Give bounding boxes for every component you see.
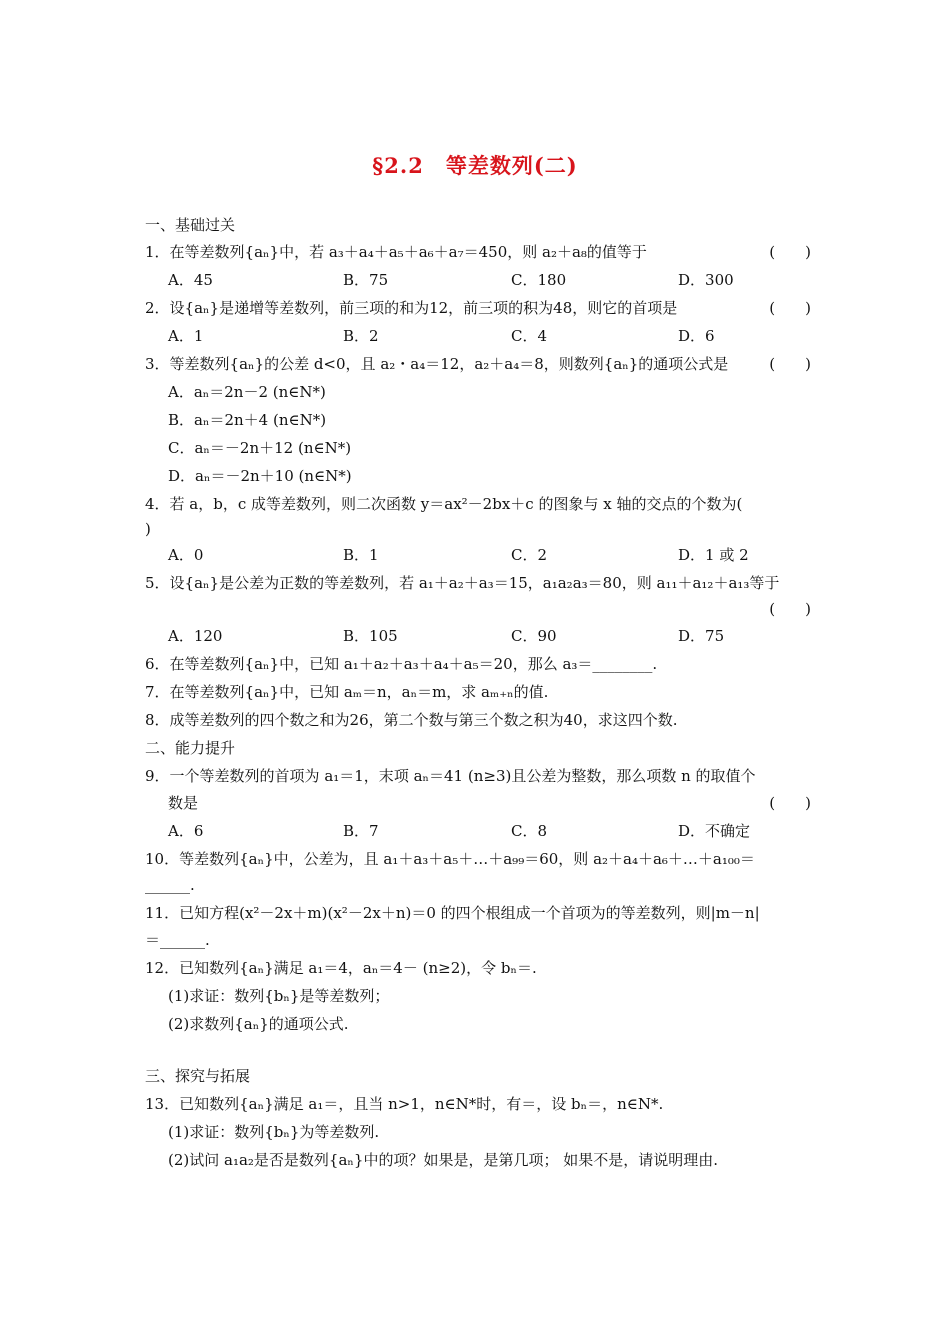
problem-9-continuation (168, 791, 811, 815)
option-b: B．2 (343, 327, 379, 345)
option-b: B．105 (343, 627, 398, 645)
page-title: §2.2 等差数列(二) (372, 153, 578, 178)
problem-12-part-1: (1)求证：数列{bₙ}是等差数列； (168, 987, 390, 1005)
problem-11-stem: 11．已知方程(x²－2x＋m)(x²－2x＋n)＝0 的四个根组成一个首项为的等差数列，则|m－n| (145, 904, 760, 922)
problem-4-continuation: ) (145, 520, 151, 538)
option-c: C．8 (511, 822, 548, 840)
problem-2-stem (145, 296, 811, 320)
problem-5-options (168, 624, 811, 648)
section-heading-ability: 二、能力提升 (145, 739, 236, 757)
section-heading-basic: 一、基础过关 (145, 216, 236, 234)
option-b: B．75 (343, 271, 389, 289)
problem-1-text: 1．在等差数列{aₙ}中，若 a₃＋a₄＋a₅＋a₆＋a₇＝450，则 a₂＋a₈的值等于 (145, 243, 647, 261)
problem-11-continuation: ＝______. (145, 931, 210, 949)
problem-1-options (168, 268, 811, 292)
problem-10-continuation: ______. (145, 876, 195, 894)
option-c: C．4 (511, 327, 548, 345)
option-c: C．90 (511, 627, 557, 645)
problem-4-stem: 4．若 a，b，c 成等差数列，则二次函数 y＝ax²－2bx＋c 的图象与 x 轴的交点的个数为( (145, 495, 743, 513)
answer-paren: ( ) (769, 600, 811, 618)
answer-paren: ( ) (769, 243, 811, 261)
problem-1-stem (145, 240, 811, 264)
problem-6-stem: 6．在等差数列{aₙ}中，已知 a₁＋a₂＋a₃＋a₄＋a₅＝20，那么 a₃＝________. (145, 655, 658, 673)
option-d: D．300 (678, 271, 734, 289)
problem-5-paren-line (145, 597, 811, 621)
option-a: A．6 (168, 822, 204, 840)
problem-13-part-2: (2)试问 a₁a₂是否是数列{aₙ}中的项？如果是，是第几项； 如果不是，请说明理由. (168, 1151, 718, 1169)
problem-10-stem: 10．等差数列{aₙ}中，公差为，且 a₁＋a₃＋a₅＋…＋a₉₉＝60，则 a₂＋a₄＋a₆＋…＋a₁₀₀＝ (145, 850, 755, 868)
answer-paren: ( ) (769, 355, 811, 373)
problem-2-text: 2．设{aₙ}是递增等差数列，前三项的和为12，前三项的积为48，则它的首项是 (145, 299, 678, 317)
problem-12-part-2: (2)求数列{aₙ}的通项公式. (168, 1015, 349, 1033)
problem-8-stem: 8．成等差数列的四个数之和为26，第二个数与第三个数之积为40，求这四个数. (145, 711, 678, 729)
problem-7-stem: 7．在等差数列{aₙ}中，已知 aₘ＝n，aₙ＝m，求 aₘ₊ₙ的值. (145, 683, 549, 701)
option-a: A．0 (168, 546, 204, 564)
problem-3-option-c: C．aₙ＝－2n＋12 (n∈N*) (168, 439, 352, 457)
answer-paren: ( ) (769, 299, 811, 317)
section-heading-explore: 三、探究与拓展 (145, 1067, 251, 1085)
problem-3-option-b: B．aₙ＝2n＋4 (n∈N*) (168, 411, 327, 429)
option-b: B．7 (343, 822, 379, 840)
problem-13-part-1: (1)求证：数列{bₙ}为等差数列. (168, 1123, 380, 1141)
problem-9-stem: 9．一个等差数列的首项为 a₁＝1，末项 aₙ＝41 (n≥3)且公差为整数，那么项数 n 的取值个 (145, 767, 756, 785)
option-c: C．180 (511, 271, 567, 289)
option-a: A．120 (168, 627, 223, 645)
answer-paren: ( ) (769, 794, 811, 812)
problem-3-stem (145, 352, 811, 376)
problem-12-stem: 12．已知数列{aₙ}满足 a₁＝4，aₙ＝4－ (n≥2)，令 bₙ＝. (145, 959, 537, 977)
option-d: D．1 或 2 (678, 546, 749, 564)
problem-9-options (168, 819, 811, 843)
problem-9-cont-text: 数是 (168, 794, 199, 812)
problem-5-stem: 5．设{aₙ}是公差为正数的等差数列，若 a₁＋a₂＋a₃＝15，a₁a₂a₃＝80，则 a₁₁＋a₁₂＋a₁₃等于 (145, 574, 780, 592)
problem-3-option-d: D．aₙ＝－2n＋10 (n∈N*) (168, 467, 352, 485)
option-b: B．1 (343, 546, 379, 564)
problem-3-text: 3．等差数列{aₙ}的公差 d<0，且 a₂・a₄＝12，a₂＋a₄＝8，则数列{aₙ}的通项公式是 (145, 355, 729, 373)
option-d: D．6 (678, 327, 715, 345)
option-d: D．不确定 (678, 822, 751, 840)
problem-4-options (168, 543, 811, 567)
option-c: C．2 (511, 546, 548, 564)
problem-3-option-a: A．aₙ＝2n－2 (n∈N*) (168, 383, 326, 401)
problem-2-options (168, 324, 811, 348)
option-a: A．45 (168, 271, 213, 289)
problem-13-stem: 13．已知数列{aₙ}满足 a₁＝，且当 n>1，n∈N*时，有＝，设 bₙ＝，n∈N*. (145, 1095, 664, 1113)
option-d: D．75 (678, 627, 725, 645)
option-a: A．1 (168, 327, 204, 345)
